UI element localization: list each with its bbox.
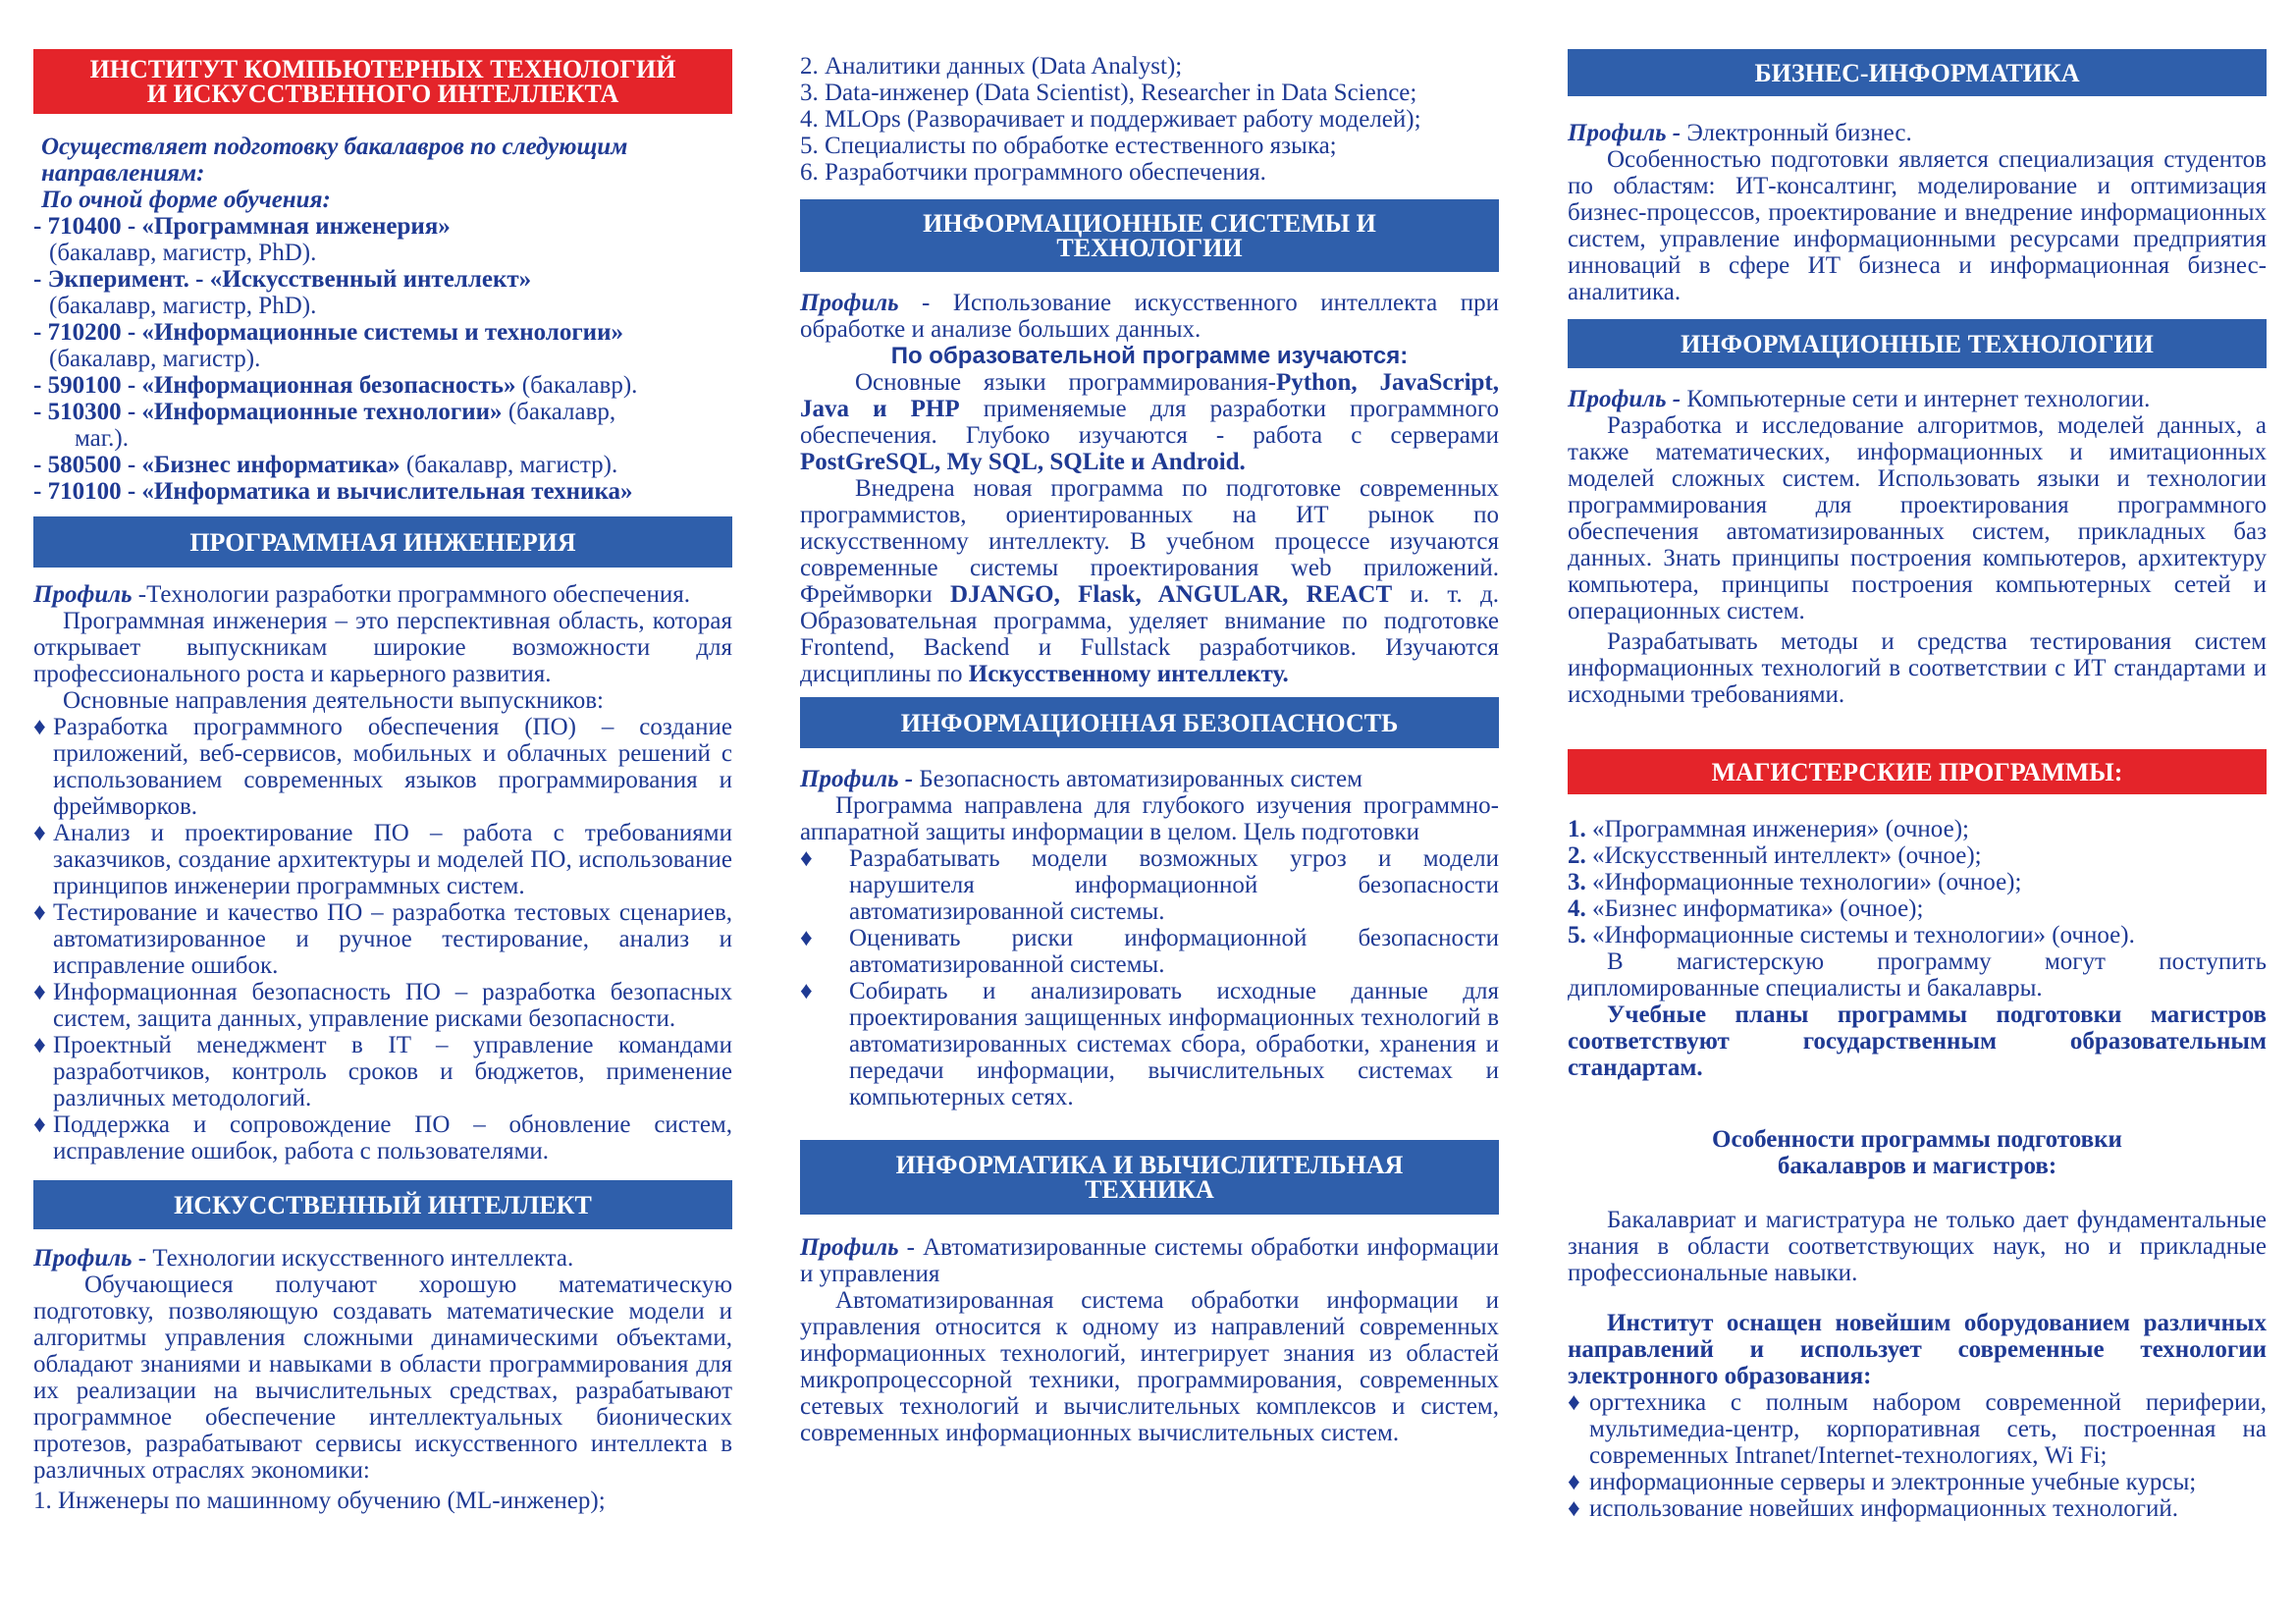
se-paragraph-1: Программная инженерия – это перспективная область, которая открывает выпускникам широкие возможности для профессионального роста и карьерного развития. <box>33 608 732 687</box>
section-title-banner: ПРОГРАММНАЯ ИНЖЕНЕРИЯ <box>33 516 732 568</box>
it-paragraph-2: Разрабатывать методы и средства тестирования систем информационных технологий в соответствии с ИТ стандартами и исходными требованиями. <box>1568 628 2267 708</box>
section-title-line-1: ИНФОРМАЦИОННЫЕ СИСТЕМЫ И <box>923 209 1376 238</box>
profile-text: - Технологии искусственного интеллекта. <box>132 1245 574 1272</box>
profile-text: Безопасность автоматизированных систем <box>913 766 1362 792</box>
section-title-banner: ИНФОРМАЦИОННАЯ БЕЗОПАСНОСТЬ <box>800 697 1499 748</box>
ivt-paragraph-1: Автоматизированная система обработки информации и управления относится к одному из направлений современных информационных технологий, интегрирует знания из областей микропроцессорной техники, программирования, современных сетевых технологий и вычислительных комплексов и систем, современных информационных вычислительных систем. <box>800 1287 1499 1446</box>
section-title-banner <box>800 199 1499 272</box>
direction-name: «Искусственный интеллект» <box>209 266 532 293</box>
ivt-section <box>800 1234 1499 1446</box>
profile-label: Профиль - <box>1568 120 1682 146</box>
bullet-item: ♦ Анализ и проектирование ПО – работа с требованиями заказчиков, создание архитектуры и моделей ПО, использование принципов инженерии программных систем. <box>33 820 732 899</box>
direction-item <box>33 452 732 478</box>
text-run-bold: Python, JavaScript, Java и PHP <box>800 369 1499 422</box>
sec-profile <box>800 766 1499 792</box>
it-section <box>1568 386 2267 708</box>
ai-section <box>33 1245 732 1514</box>
masters-list-item <box>1568 816 2267 842</box>
ist-section <box>800 290 1499 687</box>
bullet-item: ♦ Проектный менеджмент в IT – управление командами разработчиков, контроль сроков и бюджетов, применение различных методологий. <box>33 1032 732 1111</box>
direction-name: «Информационные технологии» <box>141 399 503 425</box>
direction-tail: (бакалавр). <box>515 372 638 399</box>
section-title-banner: ИНФОРМАЦИОННЫЕ ТЕХНОЛОГИИ <box>1568 319 2267 368</box>
direction-name: «Информационная безопасность» <box>141 372 516 399</box>
ai-list-item: 1. Инженеры по машинному обучению (ML-инженер); <box>33 1488 606 1514</box>
text-run: Внедрена новая программа по подготовке современных программистов, ориентированных на ИТ рынок по искусственному интеллекту. В учебном процессе изучаются современные системы проектирования web приложений. Фреймворки <box>800 475 1499 608</box>
item-number: 3. <box>1568 869 1586 895</box>
directions-list <box>33 213 732 505</box>
bi-paragraph-1: Особенностью подготовки является специализация студентов по областям: ИТ-консалтинг, моделирование и оптимизация бизнес-процессов, проектирование и внедрение информационных систем, управление информационными ресурсами предприятия инноваций в сфере ИТ бизнеса и информационная бизнес-аналитика. <box>1568 146 2267 305</box>
section-title-line-1: ИНФОРМАТИКА И ВЫЧИСЛИТЕЛЬНАЯ <box>895 1151 1404 1179</box>
item-number: 1. <box>1568 816 1586 842</box>
intro-line-2: направлениям: <box>41 160 205 187</box>
direction-degrees: (бакалавр, магистр). <box>49 346 261 372</box>
masters-list-item <box>1568 922 2267 948</box>
direction-name: «Программная инженерия» <box>141 213 451 240</box>
ai-list-item: 4. MLOps (Разворачивает и поддерживает работу моделей); <box>800 106 1421 133</box>
ist-paragraph-2 <box>800 475 1499 687</box>
features-paragraph-1: Бакалавриат и магистратура не только дает фундаментальные знания в области соответствующих наук, но и прикладные профессиональные навыки. <box>1568 1207 2267 1286</box>
se-section <box>33 581 732 1164</box>
masters-paragraph-2: Учебные планы программы подготовки магистров соответствуют государственным образовательным стандартам. <box>1568 1001 2267 1081</box>
text-run-bold: PostGreSQL, My SQL, SQLite и Android. <box>800 449 1246 475</box>
bullet-item: ♦ Поддержка и сопровождение ПО – обновление систем, исправление ошибок, работа с пользователями. <box>33 1111 732 1164</box>
features-heading-line-2: бакалавров и магистров: <box>1777 1153 2057 1179</box>
profile-label: Профиль <box>800 290 899 316</box>
direction-tail: (бакалавр, магистр). <box>400 452 618 478</box>
item-number: 2. <box>1568 842 1586 869</box>
item-text: «Бизнес информатика» (очное); <box>1585 895 1924 922</box>
profile-text: - Использование искусственного интеллекта при обработке и анализе больших данных. <box>800 290 1499 343</box>
masters-list-item <box>1568 842 2267 869</box>
intro-line-3: По очной форме обучения: <box>41 187 331 213</box>
profile-label: Профиль <box>33 1245 133 1272</box>
profile-text: Компьютерные сети и интернет технологии. <box>1681 386 2151 412</box>
ai-list-item: 6. Разработчики программного обеспечения. <box>800 159 1266 186</box>
bi-section <box>1568 120 2267 305</box>
ai-paragraph-1: Обучающиеся получают хорошую математическую подготовку, позволяющую создавать математические модели и алгоритмы управления сложными динамическими объектами, обладают знаниями и навыками в области программирования для их реализации на вычислительных средствах, разрабатывают программное обеспечение интеллектуальных бионических протезов, разрабатывают сервисы искусственного интеллекта в различных отраслях экономики: <box>33 1272 732 1484</box>
sec-paragraph-1: Программа направлена для глубокого изучения программно-аппаратной защиты информации в целом. Цель подготовки <box>800 792 1499 845</box>
ai-profile <box>33 1245 732 1272</box>
text-run-bold: DJANGO, Flask, ANGULAR, REACT <box>950 581 1393 608</box>
features-heading <box>1568 1126 2267 1179</box>
direction-code: - 510300 - <box>33 399 142 425</box>
direction-code: - 710400 - <box>33 213 142 240</box>
ai-list-item: 5. Специалисты по обработке естественного языка; <box>800 133 1337 159</box>
direction-item <box>33 266 732 293</box>
item-text: «Программная инженерия» (очное); <box>1585 816 1969 842</box>
institute-title-line-1: ИНСТИТУТ КОМПЬЮТЕРНЫХ ТЕХНОЛОГИЙ <box>89 55 676 83</box>
features-bullet-list <box>1568 1389 2267 1522</box>
direction-code: - 580500 - <box>33 452 142 478</box>
column-2 <box>800 53 1499 1446</box>
se-paragraph-2: Основные направления деятельности выпускников: <box>63 687 605 714</box>
profile-text: - Автоматизированные системы обработки информации и управления <box>800 1234 1499 1287</box>
direction-item <box>33 372 732 399</box>
profile-text: -Технологии разработки программного обеспечения. <box>132 581 690 608</box>
ai-list-item: 3. Data-инженер (Data Scientist), Researcher in Data Science; <box>800 80 1417 106</box>
direction-code: - 710100 - <box>33 478 142 505</box>
text-run-bold: Искусственному интеллекту. <box>968 661 1289 687</box>
masters-title-banner: МАГИСТЕРСКИЕ ПРОГРАММЫ: <box>1568 749 2267 794</box>
direction-degrees: (бакалавр, магистр, PhD). <box>49 293 317 319</box>
section-title-banner: ИСКУССТВЕННЫЙ ИНТЕЛЛЕКТ <box>33 1180 732 1229</box>
features-heading-line-1: Особенности программы подготовки <box>1712 1126 2122 1153</box>
direction-item <box>33 319 732 346</box>
item-number: 5. <box>1568 922 1586 948</box>
section-title-line-2: ТЕХНОЛОГИИ <box>1056 234 1243 262</box>
direction-item <box>33 399 732 425</box>
item-text: «Искусственный интеллект» (очное); <box>1585 842 1982 869</box>
bi-profile <box>1568 120 2267 146</box>
direction-name: «Информационные системы и технологии» <box>141 319 623 346</box>
se-bullet-list <box>33 714 732 1164</box>
text-run: Основные языки программирования- <box>855 369 1276 396</box>
bullet-item: ♦ оргтехника с полным набором современной периферии, мультимедиа-центр, корпоративная сеть, построенная на современных Intranet/Internet-технологиях, Wi Fi; <box>1568 1389 2267 1469</box>
direction-code: - 710200 - <box>33 319 142 346</box>
column-1 <box>33 49 732 1514</box>
masters-list-item <box>1568 895 2267 922</box>
text-run: применяемые для разработки программного обеспечения. Глубоко изучаются - работа с серверами <box>800 396 1499 449</box>
ist-paragraph-1 <box>800 369 1499 475</box>
item-number: 4. <box>1568 895 1586 922</box>
ivt-profile <box>800 1234 1499 1287</box>
section-title-banner: БИЗНЕС-ИНФОРМАТИКА <box>1568 49 2267 96</box>
direction-name: «Бизнес информатика» <box>141 452 400 478</box>
masters-list <box>1568 816 2267 948</box>
section-title-line-2: ТЕХНИКА <box>1085 1175 1214 1204</box>
ist-subheading: По образовательной программе изучаются: <box>890 343 1409 369</box>
intro-block <box>33 134 732 213</box>
column-3 <box>1568 49 2267 1522</box>
bullet-item: ♦ использование новейших информационных технологий. <box>1568 1495 2267 1522</box>
direction-code: - Экперимент. - <box>33 266 210 293</box>
features-paragraph-2: Институт оснащен новейшим оборудованием различных направлений и использует современные технологии электронного образования: <box>1568 1310 2267 1389</box>
masters-list-item <box>1568 869 2267 895</box>
ai-careers-list <box>800 53 1499 186</box>
sec-section <box>800 766 1499 1110</box>
institute-title-banner <box>33 49 732 114</box>
section-title-banner <box>800 1140 1499 1215</box>
bullet-item: ♦ информационные серверы и электронные учебные курсы; <box>1568 1469 2267 1495</box>
direction-item <box>33 213 732 240</box>
bullet-item: ♦ Информационная безопасность ПО – разработка безопасных систем, защита данных, управление рисками безопасности. <box>33 979 732 1032</box>
profile-label: Профиль <box>33 581 133 608</box>
sec-bullet-list <box>800 845 1499 1110</box>
item-text: «Информационные системы и технологии» (очное). <box>1585 922 2135 948</box>
profile-label: Профиль - <box>800 766 914 792</box>
institute-title-line-2: И ИСКУССТВЕННОГО ИНТЕЛЛЕКТА <box>146 80 619 108</box>
masters-section <box>1568 816 2267 1081</box>
bullet-item: ♦ Собирать и анализировать исходные данные для проектирования защищенных информационных технологий в автоматизированных системах сбора, обработки, хранения и передачи информации, вычислительных системах и компьютерных сетях. <box>800 978 1499 1110</box>
masters-paragraph-1: В магистерскую программу могут поступить дипломированные специалисты и бакалавры. <box>1568 948 2267 1001</box>
it-profile <box>1568 386 2267 412</box>
it-paragraph-1: Разработка и исследование алгоритмов, моделей данных, а также математических, информационных и имитационных моделей сложных систем. Использовать языки и технологии программирования для проектирования программного обеспечения автоматизированных систем, прикладных баз данных. Знать принципы построения компьютеров, архитектуру компьютера, принципы построения компьютерных сетей и операционных систем. <box>1568 412 2267 624</box>
bullet-item: ♦ Тестирование и качество ПО – разработка тестовых сценариев, автоматизированное и ручное тестирование, анализ и исправление ошибок. <box>33 899 732 979</box>
bullet-item: ♦ Разрабатывать модели возможных угроз и модели нарушителя информационной безопасности автоматизированной системы. <box>800 845 1499 925</box>
se-profile <box>33 581 732 608</box>
text-run: и. т. д. Образовательная программа, уделяет внимание по подготовке Frontend, Backend и Fullstack разработчиков. Изучаются дисциплины по <box>800 581 1499 687</box>
item-text: «Информационные технологии» (очное); <box>1585 869 2022 895</box>
direction-code: - 590100 - <box>33 372 142 399</box>
bullet-item: ♦ Разработка программного обеспечения (ПО) – создание приложений, веб-сервисов, мобильных и облачных решений с использованием современных языков программирования и фреймворков. <box>33 714 732 820</box>
profile-label: Профиль - <box>1568 386 1682 412</box>
direction-tail: (бакалавр, <box>502 399 616 425</box>
bullet-item: ♦ Оценивать риски информационной безопасности автоматизированной системы. <box>800 925 1499 978</box>
direction-item <box>33 478 732 505</box>
profile-text: Электронный бизнес. <box>1681 120 1912 146</box>
ist-profile <box>800 290 1499 343</box>
direction-name: «Информатика и вычислительная техника» <box>141 478 633 505</box>
direction-degrees: (бакалавр, магистр, PhD). <box>49 240 317 266</box>
direction-degrees: маг.). <box>75 425 130 452</box>
profile-label: Профиль <box>800 1234 899 1261</box>
intro-line-1: Осуществляет подготовку бакалавров по следующим <box>41 134 628 160</box>
ai-list-item: 2. Аналитики данных (Data Analyst); <box>800 53 1183 80</box>
